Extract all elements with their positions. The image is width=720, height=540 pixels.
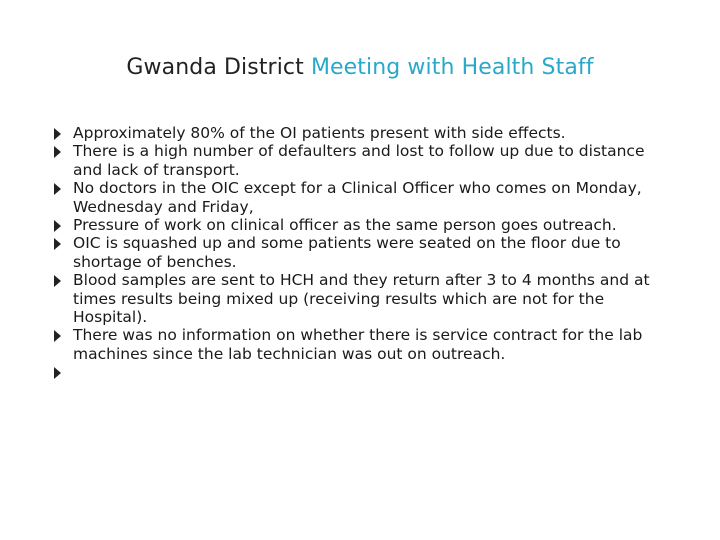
- triangle-right-icon: [54, 367, 61, 379]
- bullet-item: [52, 234, 692, 271]
- bullet-text: [73, 363, 692, 381]
- bullet-item: [52, 179, 692, 216]
- title-accent: Meeting with Health Staff: [310, 55, 594, 80]
- bullet-text: Approximately 80% of the OI patients present with side effects.: [73, 124, 566, 142]
- bullet-list: [52, 124, 692, 382]
- bullet-item: [52, 271, 692, 326]
- bullet-text: No doctors in the OIC except for a Clinical Officer who comes on Monday, Wednesday and Friday,: [73, 179, 642, 216]
- triangle-right-icon: [54, 330, 61, 342]
- triangle-right-icon: [54, 220, 61, 232]
- bullet-item: [52, 326, 692, 363]
- bullet-text: There is a high number of defaulters and lost to follow up due to distance and lack of transport.: [73, 142, 645, 179]
- bullet-item: [52, 216, 692, 234]
- bullet-item: [52, 142, 692, 179]
- bullet-text: There was no information on whether there is service contract for the lab machines since the lab technician was out on outreach.: [73, 326, 643, 363]
- bullet-item-empty: [52, 363, 692, 381]
- bullet-text: OIC is squashed up and some patients were seated on the floor due to shortage of benches.: [73, 234, 621, 271]
- triangle-right-icon: [54, 183, 61, 195]
- slide-title: [0, 52, 720, 84]
- title-prefix: Gwanda District: [126, 55, 311, 80]
- bullet-text: Pressure of work on clinical officer as the same person goes outreach.: [73, 216, 617, 235]
- bullet-text: Blood samples are sent to HCH and they return after 3 to 4 months and at times results being mixed up (receiving results which are not for the Hospital).: [73, 271, 650, 327]
- triangle-right-icon: [54, 128, 61, 140]
- bullet-item: [52, 124, 692, 142]
- triangle-right-icon: [54, 146, 61, 158]
- triangle-right-icon: [54, 275, 61, 287]
- triangle-right-icon: [54, 238, 61, 250]
